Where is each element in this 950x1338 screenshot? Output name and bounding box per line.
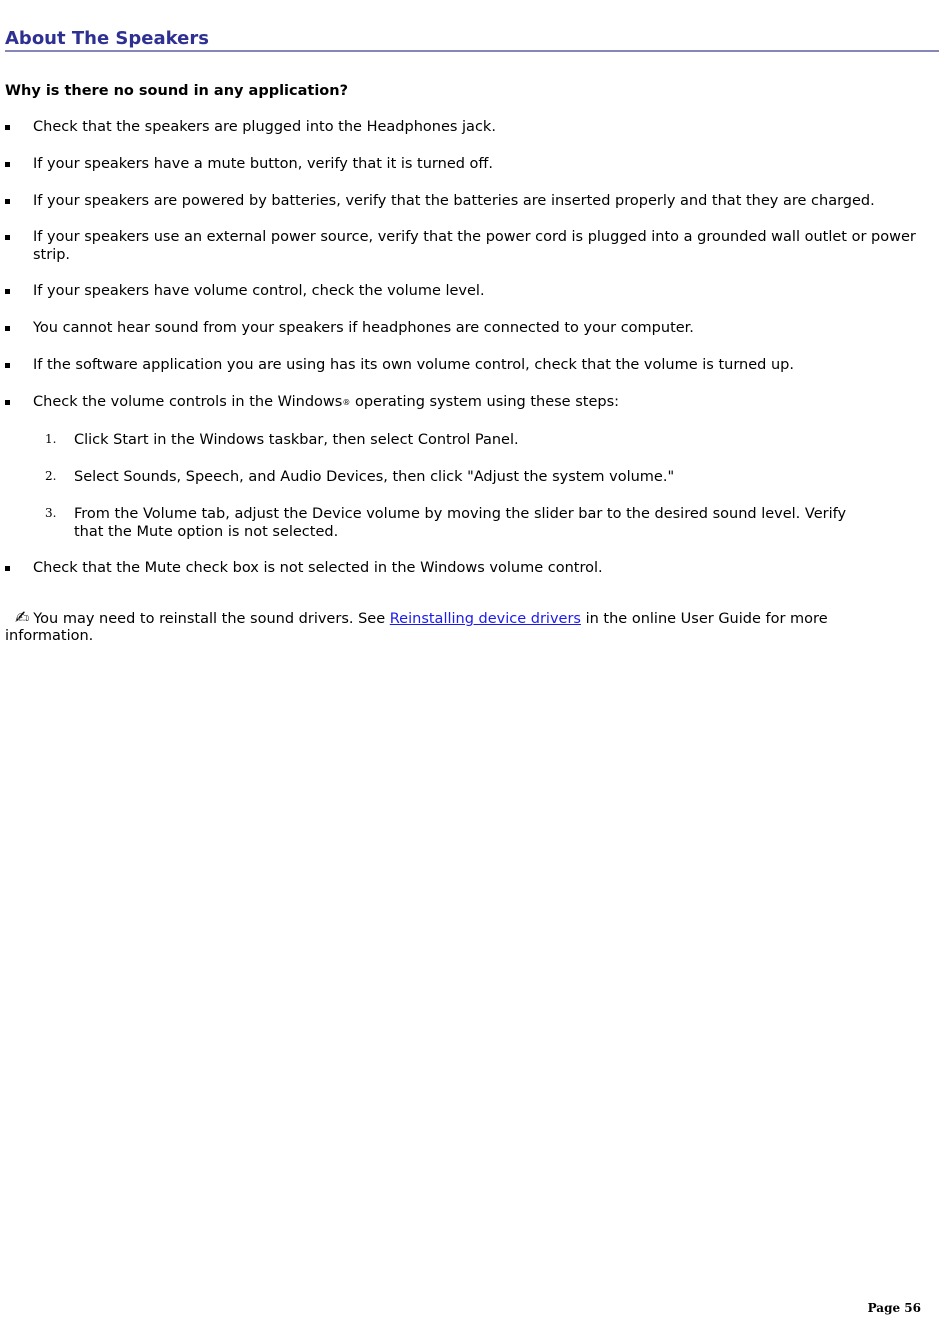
list-item-text	[33, 394, 619, 410]
page-title: About The Speakers	[5, 28, 209, 49]
bullet-square-icon	[5, 289, 10, 294]
section-question: Why is there no sound in any application?	[5, 83, 348, 99]
list-item	[5, 282, 939, 300]
note-paragraph	[5, 610, 939, 645]
list-item	[5, 319, 939, 337]
bullet-square-icon	[5, 326, 10, 331]
step-number: 3.	[45, 506, 57, 520]
reinstalling-drivers-link[interactable]: Reinstalling device drivers	[389, 611, 581, 627]
title-underline-rule	[5, 50, 939, 52]
bullet-square-icon	[5, 199, 10, 204]
step-text: Select Sounds, Speech, and Audio Devices, then click "Adjust the system volume."	[74, 469, 675, 485]
bullet-square-icon	[5, 566, 10, 571]
bullet-square-icon	[5, 400, 10, 405]
list-item-text: If your speakers are powered by batteries, verify that the batteries are inserted properly and that they are charged.	[33, 193, 875, 209]
step-number: 2.	[45, 469, 57, 483]
windows-text: Check the volume controls in the Windows	[33, 394, 343, 410]
step-item	[5, 468, 919, 486]
list-item-text: If your speakers have a mute button, verify that it is turned off.	[33, 156, 494, 172]
list-item-text: If the software application you are using has its own volume control, check that the volume is turned up.	[33, 357, 794, 373]
bullet-square-icon	[5, 363, 10, 368]
note-text-end: in the online User Guide for more information.	[5, 611, 828, 644]
list-item-text: If your speakers use an external power source, verify that the power cord is plugged into a grounded wall outlet or power strip.	[33, 229, 916, 263]
bullet-square-icon	[5, 162, 10, 167]
steps-list	[5, 431, 919, 541]
list-item-text: If your speakers have volume control, check the volume level.	[33, 283, 485, 299]
list-item	[5, 155, 939, 173]
list-item	[5, 356, 939, 374]
windows-steps-text: operating system using these steps:	[350, 394, 620, 410]
page-number: Page 56	[867, 1301, 921, 1315]
note-pencil-icon: ✍	[15, 608, 30, 628]
step-item	[5, 505, 919, 541]
step-item	[5, 431, 919, 449]
list-item-text: Check that the speakers are plugged into the Headphones jack.	[33, 119, 496, 135]
note-text: You may need to reinstall the sound drivers. See	[33, 611, 390, 627]
registered-mark: ®	[342, 398, 351, 407]
bullet-square-icon	[5, 125, 10, 130]
list-item	[5, 118, 939, 136]
step-number: 1.	[45, 432, 57, 446]
step-text: From the Volume tab, adjust the Device volume by moving the slider bar to the desired sound level. Verify that the Mute option is not selected.	[74, 506, 847, 540]
list-item-text: You cannot hear sound from your speakers if headphones are connected to your computer.	[33, 320, 694, 336]
bullet-square-icon	[5, 235, 10, 240]
troubleshooting-list	[5, 118, 939, 577]
step-text: Click Start in the Windows taskbar, then select Control Panel.	[74, 432, 519, 448]
list-item	[5, 393, 939, 541]
list-item	[5, 228, 939, 264]
list-item-text: Check that the Mute check box is not selected in the Windows volume control.	[33, 560, 603, 576]
list-item	[5, 192, 939, 210]
document-page	[5, 0, 939, 645]
list-item	[5, 559, 939, 577]
